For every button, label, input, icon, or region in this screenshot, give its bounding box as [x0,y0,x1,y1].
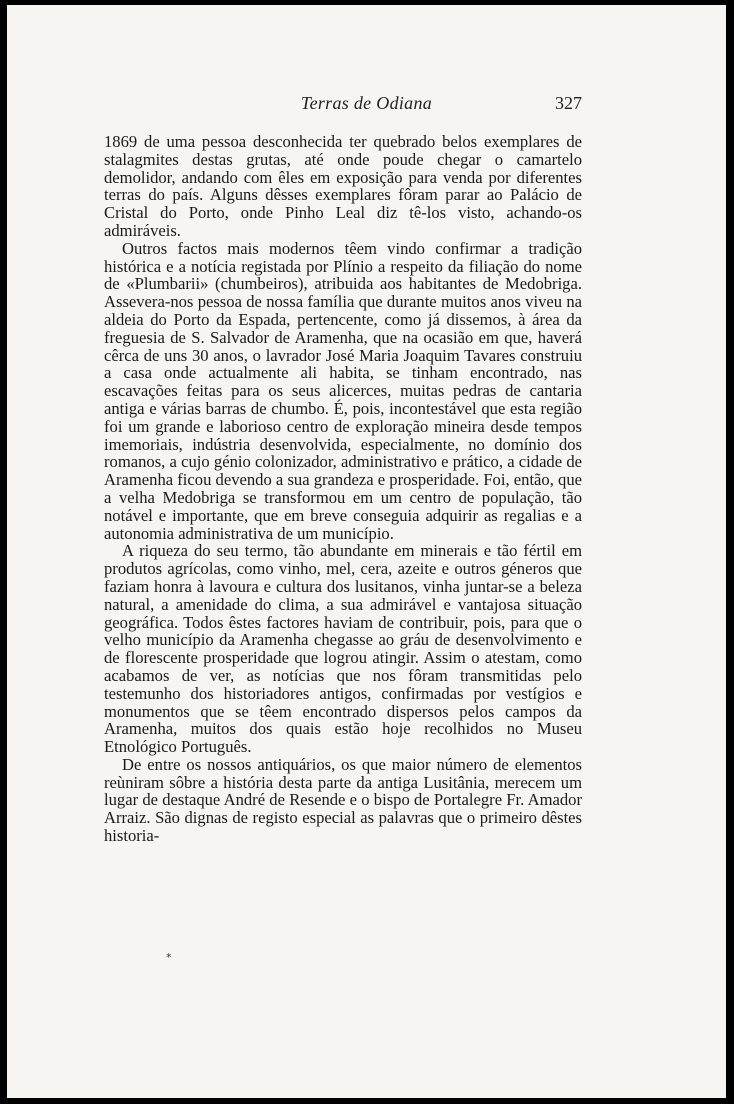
book-page [7,5,726,1098]
running-title: Terras de Odiana [300,93,433,113]
printer-mark: * [166,951,172,964]
paragraph: De entre os nossos antiquários, os que maior número de elementos reùniram sôbre a história desta parte da antiga Lusitânia, merecem um lugar de destaque André de Resende e o bispo de Portalegre Fr. Amador Arraiz. São dignas de registo especial as palavras que o primeiro dêstes historia- [104,754,582,846]
paragraph: A riqueza do seu termo, tão abundante em minerais e tão fértil em produtos agrícolas, como vinho, mel, cera, azeite e outros géneros que faziam honra à lavoura e cultura dos lusitanos, vinha juntar-se a beleza natural, a amenidade do clima, a sua admirável e vantajosa situação geográfica. Todos êstes factores haviam de contribuir, pois, para que o velho município da Aramenha chegasse ao gráu de desenvolvimento e de florescente prosperidade que logrou atingir. Assim o atestam, como acabamos de ver, as notícias que nos fôram transmitidas pelo testemunho dos historiadores antigos, confirmadas por vestígios e monumentos que se têem encontrado dispersos pelos campos da Aramenha, muitos dos quais estão hoje recolhidos no Museu Etnológico Português. [104,541,582,757]
page-header [7,93,726,119]
paragraph-continuation: 1869 de uma pessoa desconhecida ter quebrado belos exemplares de stalagmites destas grutas, até onde poude chegar o camartelo demolidor, andando com êles em exposição para venda por diferentes terras do país. Alguns dêsses exemplares fôram parar ao Palácio de Cristal do Porto, onde Pinho Leal diz tê-los visto, achando-os admiráveis. [104,132,582,240]
body-text [104,133,582,845]
page-number: 327 [555,93,582,113]
paragraph: Outros factos mais modernos têem vindo confirmar a tradição histórica e a notícia registada por Plínio a respeito da filiação do nome de «Plumbarii» (chumbeiros), atribuida aos habitantes de Medobriga. Assevera-nos pessoa de nossa família que durante muitos anos viveu na aldeia do Porto da Espada, pertencente, como já dissemos, à área da freguesia de S. Salvador de Aramenha, que na ocasião em que, haverá cêrca de uns 30 anos, o lavrador José Maria Joaquim Tavares construiu a casa onde actualmente ali habita, se tinham encontrado, nas escavações feitas para os seus alicerces, muitas pedras de cantaria antiga e várias barras de chumbo. É, pois, incontestável que esta região foi um grande e laborioso centro de exploração mineira desde tempos imemoriais, indústria desenvolvida, especialmente, no domínio dos romanos, a cujo génio colonizador, administrativo e prático, a cidade de Aramenha ficou devendo a sua grandeza e prosperidade. Foi, então, que a velha Medobriga se transformou em um centro de população, tão notável e importante, que em breve conseguia adquirir as regalias e a autonomia administrativa de um município. [104,238,582,543]
